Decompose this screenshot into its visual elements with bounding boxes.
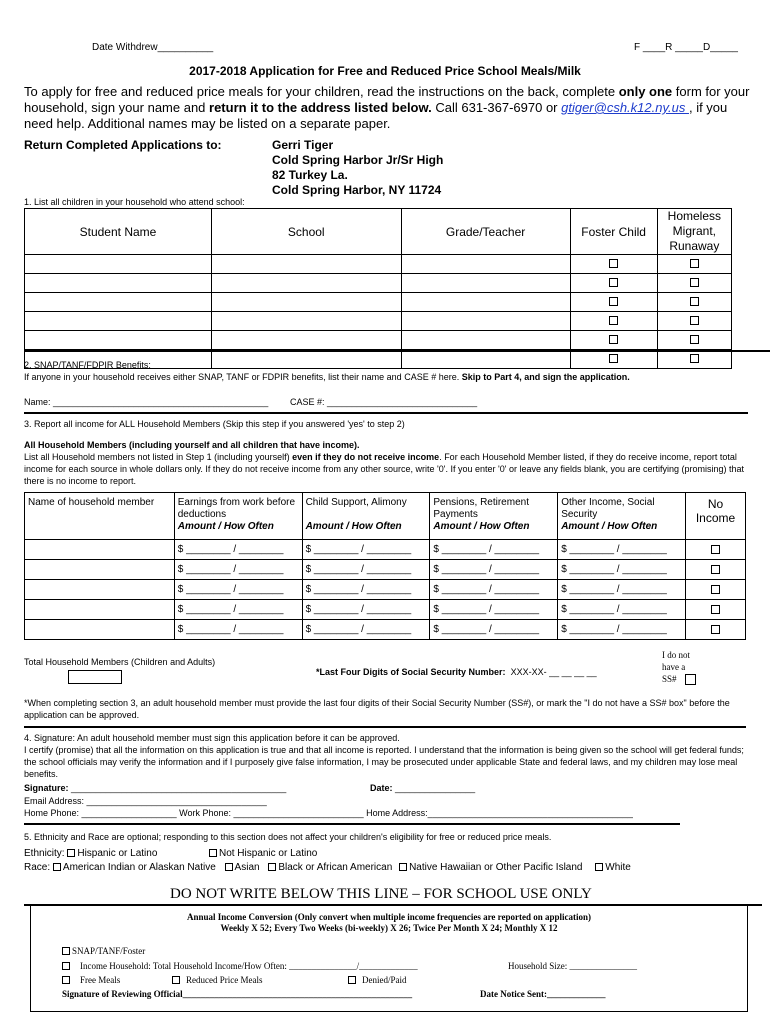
return-address-line: Gerri Tiger: [272, 138, 334, 152]
amount-how-often: Amount / How Often: [561, 521, 658, 532]
ethnicity-label: Ethnicity:: [24, 848, 65, 859]
student-name-cell[interactable]: [25, 331, 212, 350]
snap-option: [62, 946, 145, 956]
foster-checkbox[interactable]: [609, 297, 618, 306]
grade-cell[interactable]: [401, 312, 570, 331]
return-address: [272, 138, 443, 198]
child-support-cell[interactable]: $ ________ / ________: [302, 620, 430, 640]
denied-option: [348, 975, 407, 985]
no-income-cell: [686, 620, 746, 640]
snap-checkbox[interactable]: [62, 947, 70, 955]
student-name-cell[interactable]: [25, 255, 212, 274]
foster-checkbox[interactable]: [609, 316, 618, 325]
free-meals-option: [62, 975, 120, 985]
ssn-note: *When completing section 3, an adult household member must provide the last four digits of their Social Security Number (SS#), or mark the "I do not have a SS# box" before the application can be approved.: [24, 698, 730, 720]
col-earnings: [174, 493, 302, 540]
race-white-checkbox[interactable]: [595, 863, 603, 871]
col-child-support-label: Child Support, Alimony: [305, 497, 407, 508]
section3-subheading: All Household Members (including yourself and all children that have income).: [24, 440, 360, 450]
income-conversion-formula: Weekly X 52; Every Two Weeks (bi-weekly) X 26; Twice Per Month X 24; Monthly X 12: [220, 923, 558, 933]
no-income-checkbox[interactable]: [711, 585, 720, 594]
earnings-cell[interactable]: $ ________ / ________: [174, 600, 302, 620]
no-ssn-label: I do not have a SS#: [662, 650, 690, 684]
other-income-cell[interactable]: $ ________ / ________: [558, 600, 686, 620]
denied-checkbox[interactable]: [348, 976, 356, 984]
intro-text-4: , if you need help. Additional names may be listed on a separate paper.: [24, 100, 728, 131]
work-phone-field[interactable]: Work Phone: __________________________: [176, 808, 364, 818]
children-header-row: [25, 209, 732, 255]
col-pensions-label: Pensions, Retirement Payments: [433, 497, 529, 520]
intro-return-address: return it to the address listed below.: [209, 100, 432, 115]
reduced-meals-option: [172, 975, 262, 985]
student-name-cell[interactable]: [25, 293, 212, 312]
section3-text-b: . For each Household Member listed, if they do receive income, report total income for each source in whole dollars only. If they do not receive income from any other source, write '0'. If you enter '0' or leave any fields blank, you are certifying (promising) that there is no income to report.: [24, 452, 745, 486]
reviewer-signature-field[interactable]: Signature of Reviewing Official___________________________________________________: [62, 989, 413, 999]
table-row: [25, 620, 746, 640]
intro-text-1: To apply for free and reduced price meals for your children, read the instructions on the back, complete: [24, 84, 619, 99]
signature-field[interactable]: [24, 783, 286, 793]
table-row: [25, 255, 732, 274]
table-row: [25, 540, 746, 560]
no-income-checkbox[interactable]: [711, 565, 720, 574]
section1-caption: 1. List all children in your household who attend school:: [24, 197, 245, 207]
race-asian-label: Asian: [234, 862, 260, 873]
homeless-cell: [657, 274, 731, 293]
school-cell[interactable]: [211, 293, 401, 312]
homeless-cell: [657, 350, 731, 369]
race-row: [24, 862, 631, 873]
col-child-support: [302, 493, 430, 540]
school-cell[interactable]: [211, 331, 401, 350]
homeless-cell: [657, 255, 731, 274]
table-row: [25, 312, 732, 331]
intro-paragraph: [24, 84, 754, 132]
race-asian-checkbox[interactable]: [225, 863, 233, 871]
other-income-cell[interactable]: $ ________ / ________: [558, 580, 686, 600]
no-income-checkbox[interactable]: [711, 605, 720, 614]
homeless-checkbox[interactable]: [690, 316, 699, 325]
child-support-cell[interactable]: $ ________ / ________: [302, 580, 430, 600]
no-income-cell: [686, 540, 746, 560]
email-field[interactable]: Email Address: ____________________________________: [24, 796, 267, 806]
col-no-income: No Income: [686, 493, 746, 540]
section2-instructions: If anyone in your household receives either SNAP, TANF or FDPIR benefits, list their name and CASE # here.: [24, 372, 462, 382]
return-address-line: Cold Spring Harbor Jr/Sr High: [272, 153, 444, 167]
ethnicity-row: [24, 848, 317, 859]
income-household-checkbox[interactable]: [62, 962, 70, 970]
ssn-label: *Last Four Digits of Social Security Number:: [316, 667, 506, 677]
table-row: [25, 331, 732, 350]
office-use-banner: DO NOT WRITE BELOW THIS LINE – FOR SCHOOL USE ONLY: [170, 886, 592, 902]
student-name-cell[interactable]: [25, 274, 212, 293]
member-name-cell[interactable]: [25, 540, 175, 560]
income-conversion: [30, 912, 748, 934]
date-withdrew-field[interactable]: Date Withdrew__________: [92, 42, 214, 53]
pensions-cell[interactable]: $ ________ / ________: [430, 540, 558, 560]
section2-skip-note: Skip to Part 4, and sign the application.: [461, 372, 630, 382]
date-label: Date:: [370, 783, 393, 793]
grade-cell[interactable]: [401, 350, 570, 369]
amount-how-often: Amount / How Often: [305, 521, 402, 532]
homeless-cell: [657, 293, 731, 312]
household-size-field[interactable]: Household Size: _______________: [508, 961, 637, 971]
signature-line[interactable]: ___________________________________________: [68, 783, 287, 793]
no-income-cell: [686, 580, 746, 600]
section5-heading: 5. Ethnicity and Race are optional; responding to this section does not affect your children's eligibility for free or reduced price meals.: [24, 832, 552, 842]
school-cell[interactable]: [211, 274, 401, 293]
section-divider: [24, 350, 770, 352]
race-black-label: Black or African American: [278, 862, 393, 873]
child-support-cell[interactable]: $ ________ / ________: [302, 600, 430, 620]
race-label: Race:: [24, 862, 51, 873]
pensions-cell[interactable]: $ ________ / ________: [430, 620, 558, 640]
intro-text-2: form for your household, sign your name and: [24, 84, 750, 115]
member-name-cell[interactable]: [25, 580, 175, 600]
intro-text-3: Call 631-367-6970 or: [431, 100, 562, 115]
homeless-checkbox[interactable]: [690, 297, 699, 306]
return-address-line: 82 Turkey La.: [272, 168, 348, 182]
col-earnings-label: Earnings from work before deductions: [177, 497, 296, 520]
no-income-checkbox[interactable]: [711, 625, 720, 634]
foster-checkbox[interactable]: [609, 335, 618, 344]
section3-heading: 3. Report all income for ALL Household Members (Skip this step if you answered 'yes' to step 2): [24, 419, 405, 429]
signature-label: Signature:: [24, 783, 69, 793]
earnings-cell[interactable]: $ ________ / ________: [174, 560, 302, 580]
child-support-cell[interactable]: $ ________ / ________: [302, 560, 430, 580]
child-support-cell[interactable]: $ ________ / ________: [302, 540, 430, 560]
col-foster-child: Foster Child: [570, 209, 657, 255]
col-school: School: [211, 209, 401, 255]
section3-text-bold: even if they do not receive income: [292, 452, 440, 462]
not-hispanic-label: Not Hispanic or Latino: [218, 848, 318, 859]
income-header-row: [25, 493, 746, 540]
income-table: [24, 492, 746, 640]
grade-cell[interactable]: [401, 331, 570, 350]
homeless-checkbox[interactable]: [690, 354, 699, 363]
foster-checkbox[interactable]: [609, 259, 618, 268]
children-table: [24, 208, 732, 369]
income-conversion-title: Annual Income Conversion (Only convert when multiple income frequencies are reported on application): [187, 912, 591, 922]
ssn-row: [316, 667, 597, 677]
snap-name-field[interactable]: Name: ___________________________________________: [24, 397, 269, 407]
home-phone-field[interactable]: Home Phone: ___________________: [24, 808, 177, 818]
ssn-input[interactable]: XXX-XX- __ __ __ __: [510, 667, 597, 677]
return-address-line: Cold Spring Harbor, NY 11724: [272, 183, 442, 197]
race-hawaiian-checkbox[interactable]: [399, 863, 407, 871]
amount-how-often: Amount / How Often: [177, 521, 274, 532]
grade-cell[interactable]: [401, 255, 570, 274]
foster-cell: [570, 350, 657, 369]
foster-cell: [570, 293, 657, 312]
income-household-option: [62, 961, 418, 971]
grade-cell[interactable]: [401, 293, 570, 312]
section-divider: [24, 726, 746, 728]
earnings-cell[interactable]: $ ________ / ________: [174, 580, 302, 600]
no-income-cell: [686, 560, 746, 580]
member-name-cell[interactable]: [25, 600, 175, 620]
foster-cell: [570, 312, 657, 331]
homeless-cell: [657, 312, 731, 331]
date-line[interactable]: ________________: [392, 783, 476, 793]
member-name-cell[interactable]: [25, 620, 175, 640]
student-name-cell[interactable]: [25, 312, 212, 331]
homeless-checkbox[interactable]: [690, 278, 699, 287]
pensions-cell[interactable]: $ ________ / ________: [430, 600, 558, 620]
race-black-checkbox[interactable]: [268, 863, 276, 871]
section2-text: [24, 372, 754, 382]
form-title: 2017-2018 Application for Free and Reduced Price School Meals/Milk: [189, 64, 581, 78]
col-student-name: Student Name: [25, 209, 212, 255]
earnings-cell[interactable]: $ ________ / ________: [174, 620, 302, 640]
total-members-label: Total Household Members (Children and Adults): [24, 657, 216, 667]
table-row: [25, 274, 732, 293]
no-ssn-checkbox[interactable]: [685, 674, 696, 685]
other-income-cell[interactable]: $ ________ / ________: [558, 560, 686, 580]
snap-case-field[interactable]: CASE #: ______________________________: [290, 397, 478, 407]
foster-checkbox[interactable]: [609, 354, 618, 363]
school-cell[interactable]: [211, 255, 401, 274]
other-income-cell[interactable]: $ ________ / ________: [558, 620, 686, 640]
section4-heading: 4. Signature: An adult household member must sign this application before it can be approved.: [24, 733, 400, 743]
hispanic-label: Hispanic or Latino: [77, 848, 158, 859]
homeless-checkbox[interactable]: [690, 335, 699, 344]
snap-option-label: SNAP/TANF/Foster: [72, 946, 146, 956]
free-meals-checkbox[interactable]: [62, 976, 70, 984]
table-row: [25, 600, 746, 620]
phone-address-row: [24, 808, 633, 818]
col-homeless: Homeless Migrant, Runaway: [657, 209, 731, 255]
section-divider: [24, 823, 680, 825]
section2-heading: 2. SNAP/TANF/FDPIR Benefits:: [24, 360, 151, 370]
earnings-cell[interactable]: $ ________ / ________: [174, 540, 302, 560]
return-label: Return Completed Applications to:: [24, 138, 222, 152]
foster-cell: [570, 255, 657, 274]
not-hispanic-checkbox[interactable]: [209, 849, 217, 857]
pensions-cell[interactable]: $ ________ / ________: [430, 560, 558, 580]
race-hawaiian-label: Native Hawaiian or Other Pacific Island: [409, 862, 583, 873]
foster-cell: [570, 274, 657, 293]
pensions-cell[interactable]: $ ________ / ________: [430, 580, 558, 600]
hispanic-checkbox[interactable]: [67, 849, 75, 857]
other-income-cell[interactable]: $ ________ / ________: [558, 540, 686, 560]
race-american-indian-checkbox[interactable]: [53, 863, 61, 871]
table-row: [25, 580, 746, 600]
date-field[interactable]: [370, 783, 475, 793]
date-notice-field[interactable]: Date Notice Sent:_____________: [480, 989, 606, 999]
total-members-box[interactable]: [68, 670, 122, 684]
reduced-meals-checkbox[interactable]: [172, 976, 180, 984]
status-codes: F ____R _____D_____: [634, 42, 738, 53]
col-other-income: [558, 493, 686, 540]
denied-label: Denied/Paid: [362, 975, 407, 985]
amount-how-often: Amount / How Often: [433, 521, 530, 532]
help-email-link[interactable]: gtiger@csh.k12.ny.us: [561, 100, 689, 115]
race-american-indian-label: American Indian or Alaskan Native: [62, 862, 216, 873]
foster-cell: [570, 331, 657, 350]
home-address-field[interactable]: Home Address:_________________________________________: [363, 808, 633, 818]
table-row: [25, 293, 732, 312]
school-cell[interactable]: [211, 312, 401, 331]
certification-text: I certify (promise) that all the information on this application is true and that all income is reported. I understand that the information is being given so the school will get federal funds; the school officials may verify the information and if I purposely give false information, I may be prosecuted under applicable State and federal laws, and my children may lose meal benefits.: [24, 745, 744, 779]
no-income-checkbox[interactable]: [711, 545, 720, 554]
member-name-cell[interactable]: [25, 560, 175, 580]
col-pensions: [430, 493, 558, 540]
section3-text-a: List all Household members not listed in Step 1 (including yourself): [24, 452, 293, 462]
school-cell[interactable]: [211, 350, 401, 369]
homeless-cell: [657, 331, 731, 350]
reduced-meals-label: Reduced Price Meals: [186, 975, 263, 985]
homeless-checkbox[interactable]: [690, 259, 699, 268]
col-other-income-label: Other Income, Social Security: [561, 497, 655, 520]
no-income-cell: [686, 600, 746, 620]
section3-instructions: [24, 451, 746, 487]
intro-only-one: only one: [618, 84, 673, 99]
free-meals-label: Free Meals: [80, 975, 121, 985]
race-white-label: White: [605, 862, 631, 873]
col-member-name: Name of household member: [25, 493, 175, 540]
income-household-label: Income Household: Total Household Income/How Often: _______________/_____________: [80, 961, 418, 971]
grade-cell[interactable]: [401, 274, 570, 293]
col-grade-teacher: Grade/Teacher: [401, 209, 570, 255]
section-divider: [24, 412, 748, 414]
table-row: [25, 560, 746, 580]
foster-checkbox[interactable]: [609, 278, 618, 287]
